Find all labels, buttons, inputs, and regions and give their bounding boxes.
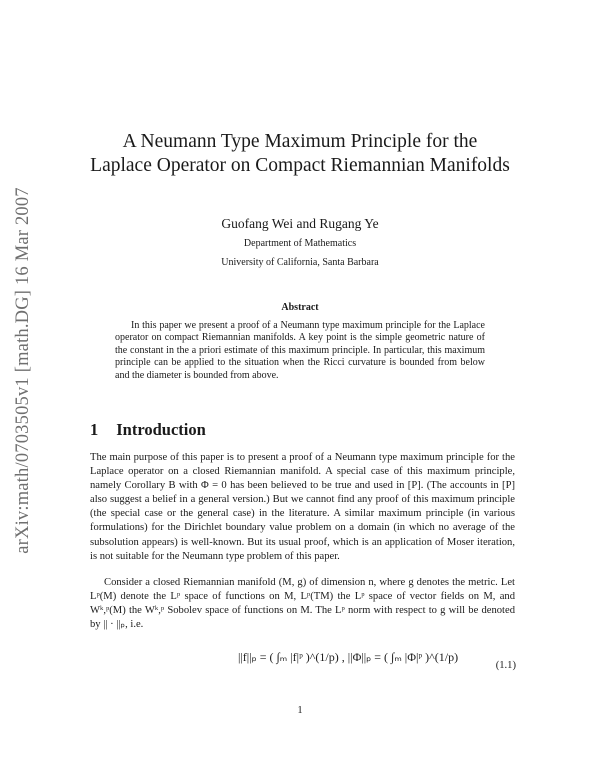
page-number: 1 (297, 705, 303, 716)
section-heading (90, 420, 206, 440)
equation-body: ||f||ₚ = ( ∫ₘ |f|ᵖ )^(1/p) , ||Φ||ₚ = ( ∫ₘ |Φ|ᵖ )^(1/p) (238, 650, 459, 664)
section-title: Introduction (116, 420, 206, 439)
abstract-body: In this paper we present a proof of a Neumann type maximum principle for the Laplace operator on compact Riemannian manifolds. A key point is the simple geometric nature of the constant in the a priori estimate of this maximum principle. In particular, this maximum principle can be applied to the situation when the Ricci curvature is bounded from below and the diameter is bounded from above. (115, 320, 485, 381)
affiliation-department: Department of Mathematics (243, 238, 357, 249)
equation-1-1 (90, 644, 520, 684)
arxiv-stamp (10, 160, 36, 580)
arxiv-stamp-text: arXiv:math/0703505v1 [math.DG] 16 Mar 2007 (12, 186, 33, 554)
affiliation-university: University of California, Santa Barbara (221, 257, 379, 268)
paper-authors: Guofang Wei and Rugang Ye (221, 216, 379, 231)
equation-number: (1.1) (495, 660, 516, 671)
paragraph-2: Consider a closed Riemannian manifold (M, g) of dimension n, where g denotes the metric. Let Lᵖ(M) denote the Lᵖ space of functions on M, Lᵖ(TM) the Lᵖ space of vector fields on M, and Wᵏ,ᵖ(M) the Wᵏ,ᵖ Sobolev space of functions on M. The Lᵖ norm with respect to g will be denoted by || · ||ₚ, i.e. (90, 577, 515, 631)
paragraph-1: The main purpose of this paper is to present a proof of a Neumann type maximum principle for the Laplace operator on a closed Riemannian manifold. A special case of this maximum principle, namely Corollary B with Φ = 0 has been believed to be true and used in [P]. (The accounts in [P] also suggest a belief in a general version.) But we cannot find any proof of this maximum principle (the special case or the general case) in the literature. A similar maximum principle (in various formulations) for the Dirichlet boundary value problem on a domain (in which no average of the subsolution appears) is well-known. But its usual proof, which is an application of Moser iteration, is not suitable for the Neumann type problem of this paper. (90, 452, 515, 562)
section-number: 1 (90, 420, 99, 439)
paper-title: A Neumann Type Maximum Principle for the Laplace Operator on Compact Riemannian Manifolds (90, 131, 510, 176)
abstract-heading: Abstract (281, 302, 319, 313)
